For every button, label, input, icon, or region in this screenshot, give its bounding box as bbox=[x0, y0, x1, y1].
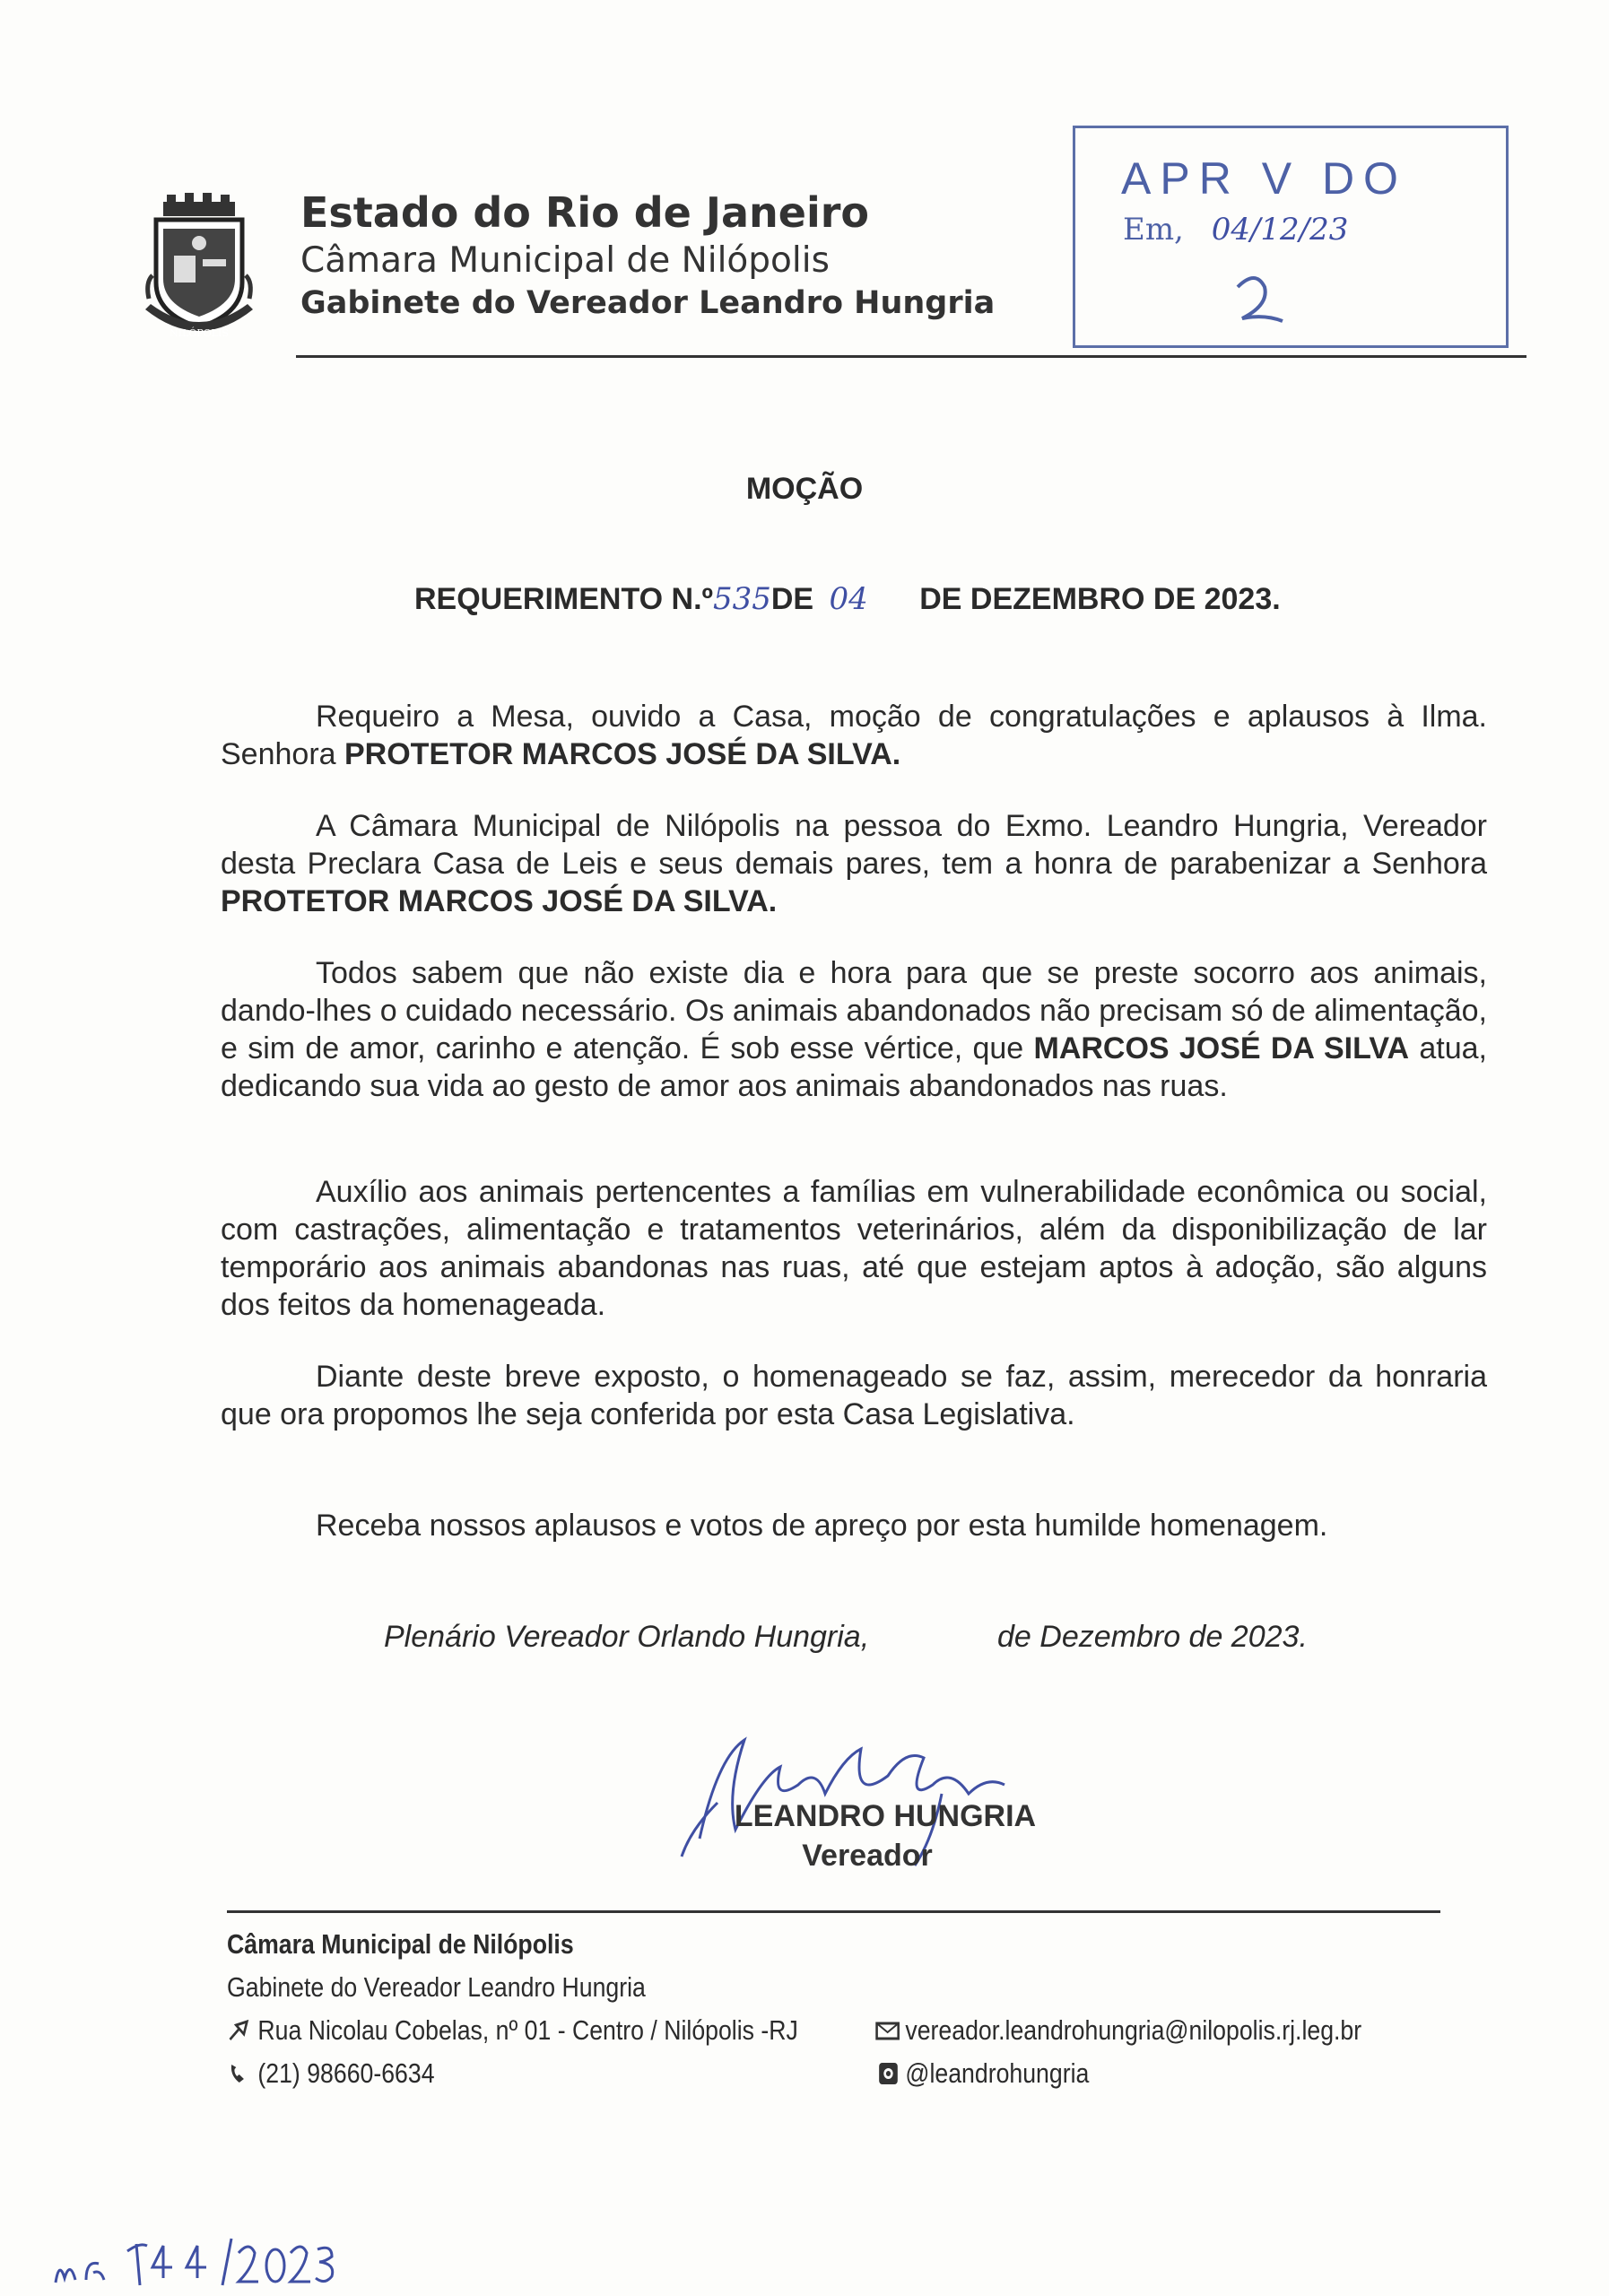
footer-address-row bbox=[227, 2014, 798, 2047]
footer-social[interactable]: @leandrohungria bbox=[905, 2057, 1090, 2089]
footer-phone-row bbox=[227, 2057, 435, 2090]
signer-name: LEANDRO HUNGRIA bbox=[734, 1799, 1037, 1833]
request-prefix: REQUERIMENTO N.º bbox=[414, 582, 713, 616]
paragraph-1-text: Requeiro a Mesa, ouvido a Casa, moção de congratulações e aplausos à Ilma. Senhora bbox=[221, 700, 1487, 771]
header-state: Estado do Rio de Janeiro bbox=[300, 188, 870, 237]
mail-icon bbox=[874, 2018, 900, 2043]
request-line bbox=[414, 581, 1281, 617]
paragraph-2 bbox=[221, 807, 1487, 920]
header-divider bbox=[296, 355, 1526, 358]
stamp-title: APR V DO bbox=[1121, 153, 1407, 204]
paragraph-4: Auxílio aos animais pertencentes a famílias em vulnerabilidade econômica ou social, com castrações, alimentação e tratamentos veterinários, além da disponibilização de lar temporário aos animais abandonas nas ruas, até que estejam aptos à adoção, são alguns dos feitos da homenageada. bbox=[221, 1175, 1487, 1322]
honoree-name: PROTETOR MARCOS JOSÉ DA SILVA. bbox=[344, 737, 901, 771]
request-de: DE bbox=[770, 582, 814, 616]
honoree-name: PROTETOR MARCOS JOSÉ DA SILVA. bbox=[221, 884, 778, 918]
stamp-date bbox=[1123, 212, 1348, 248]
footer-phone: (21) 98660-6634 bbox=[257, 2057, 435, 2089]
honoree-name: MARCOS JOSÉ DA SILVA bbox=[1033, 1031, 1410, 1065]
paragraph-6: Receba nossos aplausos e votos de apreço por esta humilde homenagem. bbox=[316, 1509, 1328, 1543]
request-number: 535 bbox=[712, 581, 771, 617]
paragraph-5: Diante deste breve exposto, o homenageado se faz, assim, merecedor da honraria que ora propomos lhe seja conferida por esta Casa Legislativa. bbox=[221, 1360, 1487, 1431]
footer-address: Rua Nicolau Cobelas, nº 01 - Centro / Nilópolis -RJ bbox=[257, 2014, 798, 2046]
stamp-date-prefix: Em, bbox=[1123, 212, 1184, 248]
municipal-crest-icon bbox=[144, 193, 256, 350]
paragraph-2-text: A Câmara Municipal de Nilópolis na pessoa do Exmo. Leandro Hungria, Vereador desta Preclara Casa de Leis e seus demais pares, tem a honra de parabenizar a Senhora bbox=[221, 809, 1487, 881]
request-day: 04 bbox=[829, 581, 868, 617]
stamp-initial-mark bbox=[1220, 269, 1309, 332]
phone-icon bbox=[227, 2061, 253, 2086]
header-chamber: Câmara Municipal de Nilópolis bbox=[300, 240, 830, 281]
footer-email[interactable]: vereador.leandrohungria@nilopolis.rj.leg.br bbox=[905, 2014, 1362, 2046]
paragraph-3-text: Todos sabem que não existe dia e hora para que se preste socorro aos animais, dando-lhes o cuidado necessário. Os animais abandonados não precisam só de alimentação, e sim de amor, carinho e atenção. É sob esse vértice, que bbox=[221, 956, 1487, 1065]
footer-divider bbox=[227, 1910, 1440, 1913]
crest-label: NILÓPOLIS bbox=[170, 327, 229, 339]
paragraph-1 bbox=[221, 698, 1487, 773]
stamp-date-value: 04/12/23 bbox=[1211, 212, 1349, 248]
footer-chamber: Câmara Municipal de Nilópolis bbox=[227, 1928, 574, 1960]
request-suffix: DE DEZEMBRO DE 2023. bbox=[919, 582, 1281, 616]
instagram-icon bbox=[874, 2061, 900, 2086]
location-icon bbox=[227, 2018, 253, 2043]
footer-social-row bbox=[874, 2057, 1089, 2090]
document-title: MOÇÃO bbox=[745, 472, 864, 506]
footer-office: Gabinete do Vereador Leandro Hungria bbox=[227, 1971, 646, 2003]
archive-handwritten-note bbox=[47, 2233, 343, 2289]
closing-place: Plenário Vereador Orlando Hungria, bbox=[384, 1620, 870, 1654]
header-office: Gabinete do Vereador Leandro Hungria bbox=[300, 285, 996, 321]
paragraph-3-rest: atua, dedicando sua vida ao gesto de amor aos animais abandonados nas ruas. bbox=[221, 1031, 1487, 1103]
footer-email-row bbox=[874, 2014, 1361, 2047]
paragraph-3 bbox=[221, 954, 1487, 1105]
signer-role: Vereador bbox=[802, 1839, 933, 1873]
closing-date: de Dezembro de 2023. bbox=[997, 1620, 1308, 1654]
